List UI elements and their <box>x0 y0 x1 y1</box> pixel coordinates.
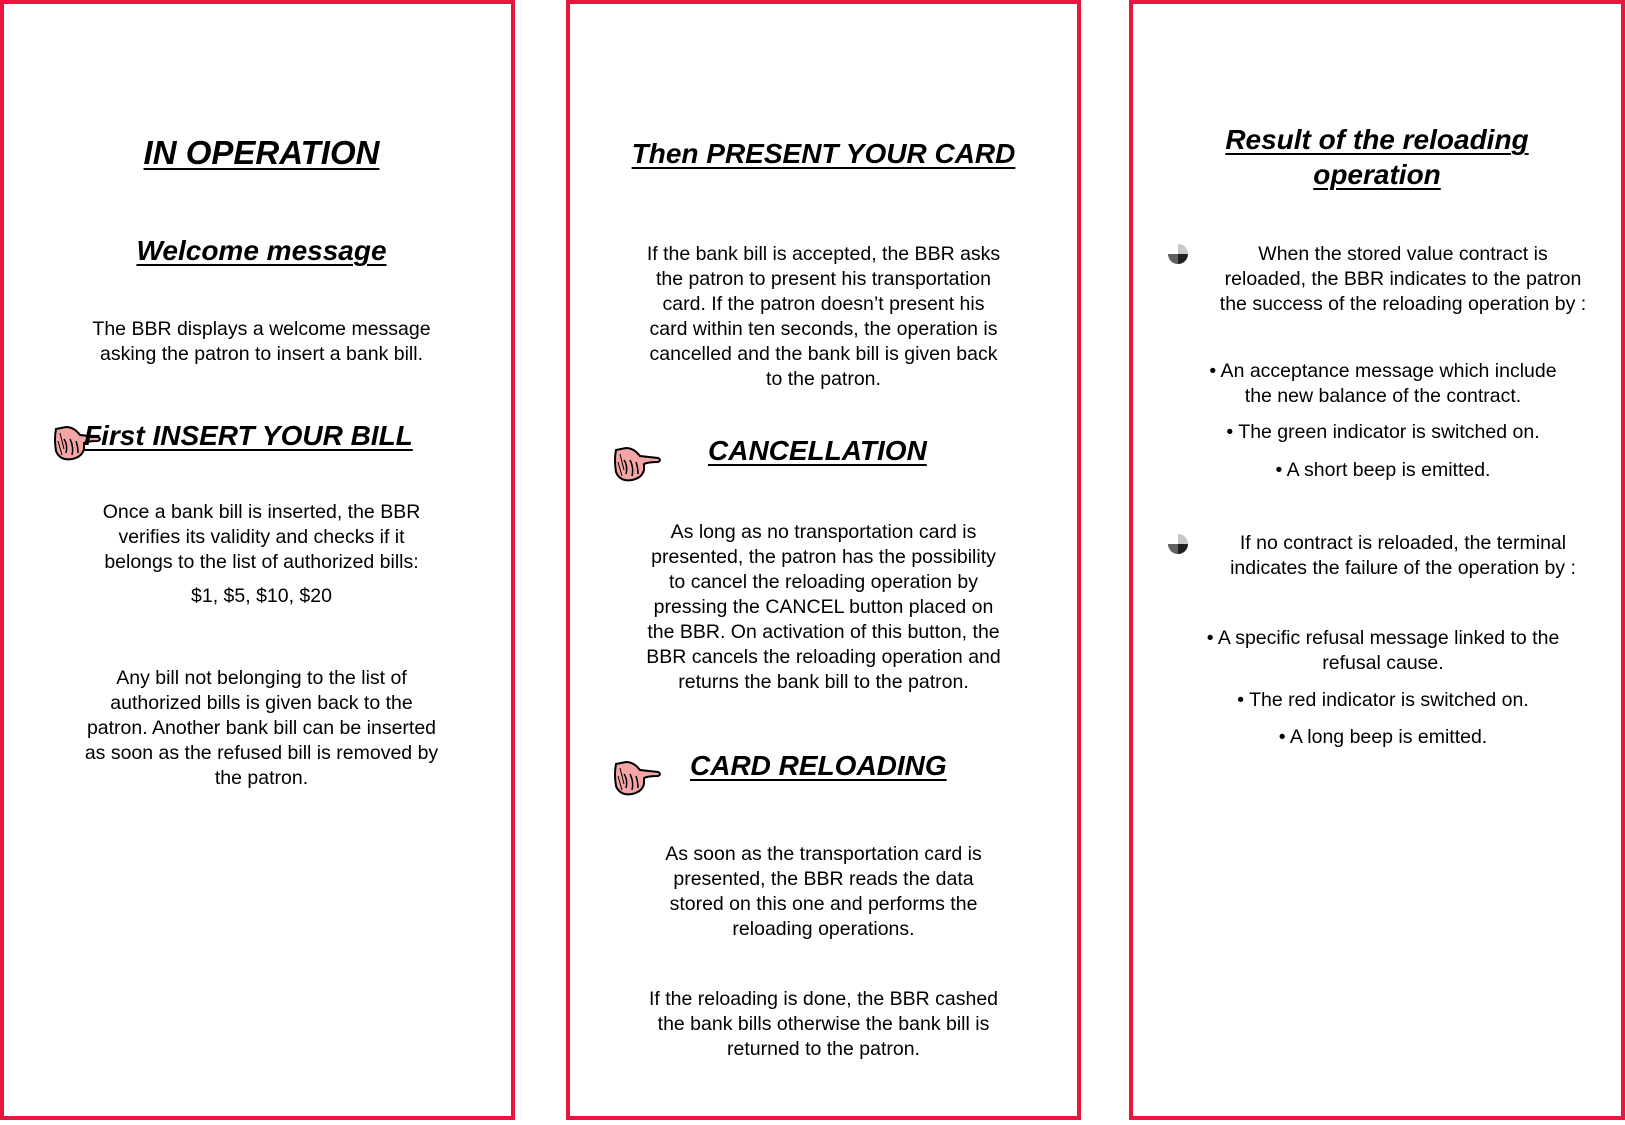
failure-item: • The red indicator is switched on. <box>1237 689 1529 711</box>
present-text: If the bank bill is accepted, the BBR asks the patron to present his transportation card. If the patron doesn’t present his card within ten seconds, the operation is cancelled and the bank bill is given back to the patron. <box>646 243 1001 390</box>
success-item: • The green indicator is switched on. <box>1226 421 1540 443</box>
result-heading: Result of the reloading operation <box>1225 124 1529 190</box>
welcome-heading: Welcome message <box>136 235 387 266</box>
insert-heading: First INSERT YOUR BILL <box>84 420 413 451</box>
success-intro: When the stored value contract is reloaded, the BBR indicates to the patron the success of the reloading operation by : <box>1219 243 1587 315</box>
pointing-hand-icon <box>610 440 662 484</box>
insert-text: Once a bank bill is inserted, the BBR verifies its validity and checks if it belongs to the list of authorized bills: <box>102 501 421 573</box>
failure-item: • A long beep is emitted. <box>1278 726 1488 748</box>
welcome-text: The BBR displays a welcome message asking the patron to insert a bank bill. <box>92 318 431 365</box>
cashed-text: If the reloading is done, the BBR cashed the bank bills otherwise the bank bill is returned to the patron. <box>648 988 999 1060</box>
pointing-hand-icon <box>610 754 662 798</box>
refused-text: Any bill not belonging to the list of authorized bills is given back to the patron. Another bank bill can be inserted as soon as the refused bill is removed by the patron. <box>84 667 439 789</box>
reloading-text: As soon as the transportation card is presented, the BBR reads the data stored on this one and performs the reloading operations. <box>665 843 982 940</box>
cancellation-text: As long as no transportation card is presented, the patron has the possibility to cancel the reloading operation by pressing the CANCEL button placed on the BBR. On activation of this button, the BBR cancels the reloading operation and returns the bank bill to the patron. <box>646 521 1001 693</box>
cancellation-heading: CANCELLATION <box>708 435 927 466</box>
page-title: IN OPERATION <box>143 134 380 171</box>
panel-in-operation <box>0 0 515 1120</box>
success-item: • An acceptance message which include the new balance of the contract. <box>1209 360 1557 407</box>
bill-list: $1, $5, $10, $20 <box>191 585 332 607</box>
failure-intro: If no contract is reloaded, the terminal indicates the failure of the operation by : <box>1230 532 1576 579</box>
success-item: • A short beep is emitted. <box>1275 459 1491 481</box>
panel-result <box>1129 0 1625 1120</box>
present-heading: Then PRESENT YOUR CARD <box>631 138 1016 169</box>
panel-present-card <box>566 0 1081 1120</box>
failure-item: • A specific refusal message linked to the refusal cause. <box>1206 627 1560 674</box>
card-reloading-heading: CARD RELOADING <box>690 750 947 781</box>
